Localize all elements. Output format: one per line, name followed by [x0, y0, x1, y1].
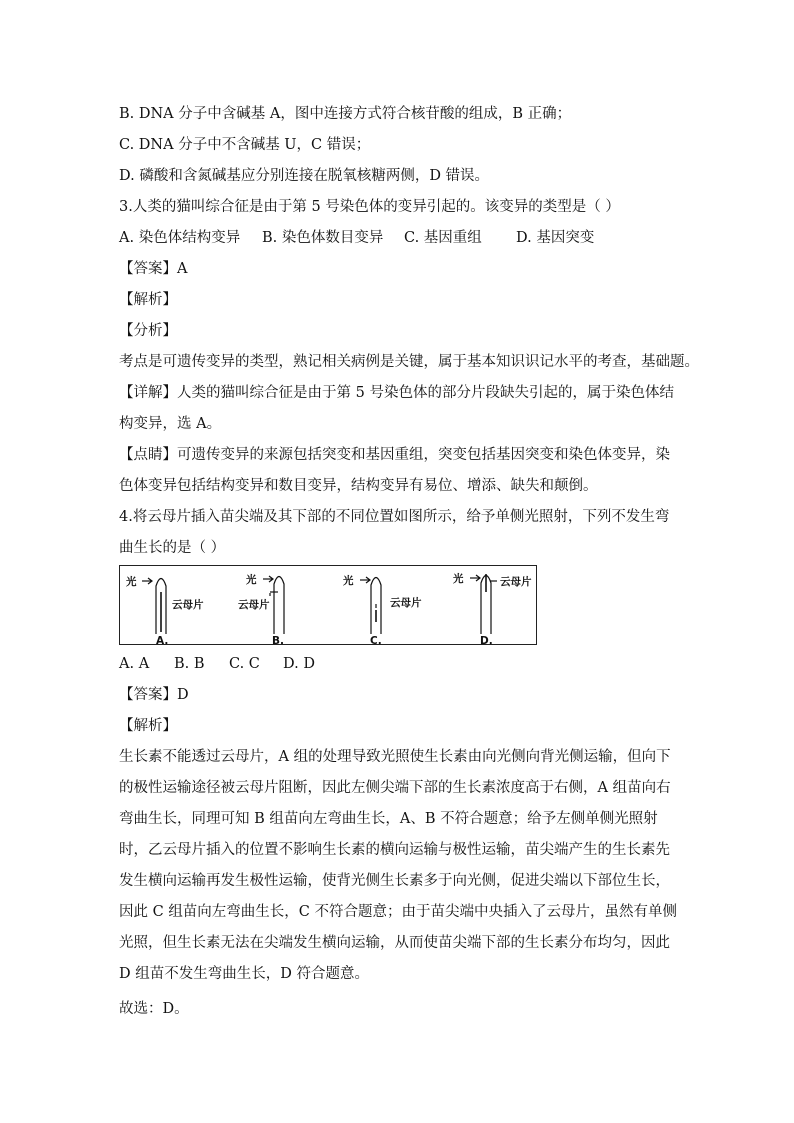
- panel-label-a: A.: [156, 635, 169, 646]
- question-3: 3.人类的猫叫综合征是由于第 5 号染色体的变异引起的。该变异的类型是（ ）: [119, 199, 620, 215]
- light-label-c: 光: [343, 575, 354, 587]
- panel-label-c: C.: [370, 635, 382, 646]
- panel-label-b: B.: [272, 635, 284, 646]
- q3-fenxi-heading: 【分析】: [119, 323, 177, 339]
- q3-dianjing: 【点睛】可遗传变异的来源包括突变和基因重组，突变包括基因突变和染色体变异，染色体变异包括结构变异和数目变异，结构变异有易位、增添、缺失和颠倒。: [119, 447, 670, 494]
- question-4: 4.将云母片插入苗尖端及其下部的不同位置如图所示，给予单侧光照射，下列不发生弯曲生长的是（ ）: [119, 509, 670, 556]
- question-4-options: [119, 654, 315, 674]
- light-label-b: 光: [246, 574, 257, 586]
- mica-label-c: 云母片: [390, 597, 422, 609]
- option-c-explanation: C. DNA 分子中不含碱基 U，C 错误；: [119, 137, 371, 153]
- light-label-a: 光: [126, 576, 137, 588]
- q4-analysis-text: 生长素不能透过云母片，A 组的处理导致光照使生长素由向光侧向背光侧运输，但向下的极性运输途径被云母片阻断，因此左侧尖端下部的生长素浓度高于右侧，A 组苗向右弯曲生长，同理可知 B 组苗向左弯曲生长，A、B 不符合题意；给予左侧单侧光照射时，乙云母片插入的位置不影响生长素的横向运输与极性运输，苗尖端产生的生长素先发生横向运输再发生极性运输，使背光侧生长素多于向光侧，促进尖端以下部位生长，因此 C 组苗向左弯曲生长，C 不符合题意；由于苗尖端中央插入了云母片，虽然有单侧光照，但生长素无法在尖端发生横向运输，从而使苗尖端下部的生长素分布均匀，因此 D 组苗不发生弯曲生长，D 符合题意。: [119, 749, 678, 982]
- q3-fenxi-text: 考点是可遗传变异的类型，熟记相关病例是关键，属于基本知识识记水平的考查，基础题。: [119, 354, 699, 370]
- q4-option-d: D. D: [283, 656, 315, 672]
- q4-choose: 故选：D。: [119, 1001, 189, 1017]
- q4-option-b: B. B: [174, 656, 205, 672]
- q4-option-c: C. C: [229, 656, 260, 672]
- q4-answer: 【答案】D: [119, 687, 189, 703]
- panel-label-d: D.: [480, 635, 493, 646]
- seedling-figure: [119, 565, 537, 645]
- q3-analysis-heading: 【解析】: [119, 292, 177, 308]
- q3-option-a: A. 染色体结构变异: [119, 230, 241, 246]
- q4-analysis-heading: 【解析】: [119, 718, 177, 734]
- q3-option-c: C. 基因重组: [404, 230, 482, 246]
- option-d-explanation: D. 磷酸和含氮碱基应分别连接在脱氧核糖两侧，D 错误。: [119, 168, 490, 184]
- q3-detail: 【详解】人类的猫叫综合征是由于第 5 号染色体的部分片段缺失引起的，属于染色体结构变异，选 A。: [119, 385, 674, 432]
- mica-label-a: 云母片: [172, 599, 204, 611]
- mica-label-b: 云母片: [238, 599, 270, 611]
- option-b-explanation: B. DNA 分子中含碱基 A，图中连接方式符合核苷酸的组成，B 正确；: [119, 106, 572, 122]
- q3-option-b: B. 染色体数目变异: [262, 230, 384, 246]
- q3-answer: 【答案】A: [119, 261, 188, 277]
- mica-label-d: 云母片: [500, 576, 532, 588]
- light-label-d: 光: [453, 573, 464, 585]
- question-3-options: [119, 228, 594, 248]
- q3-option-d: D. 基因突变: [516, 230, 595, 246]
- q4-option-a: A. A: [119, 656, 150, 672]
